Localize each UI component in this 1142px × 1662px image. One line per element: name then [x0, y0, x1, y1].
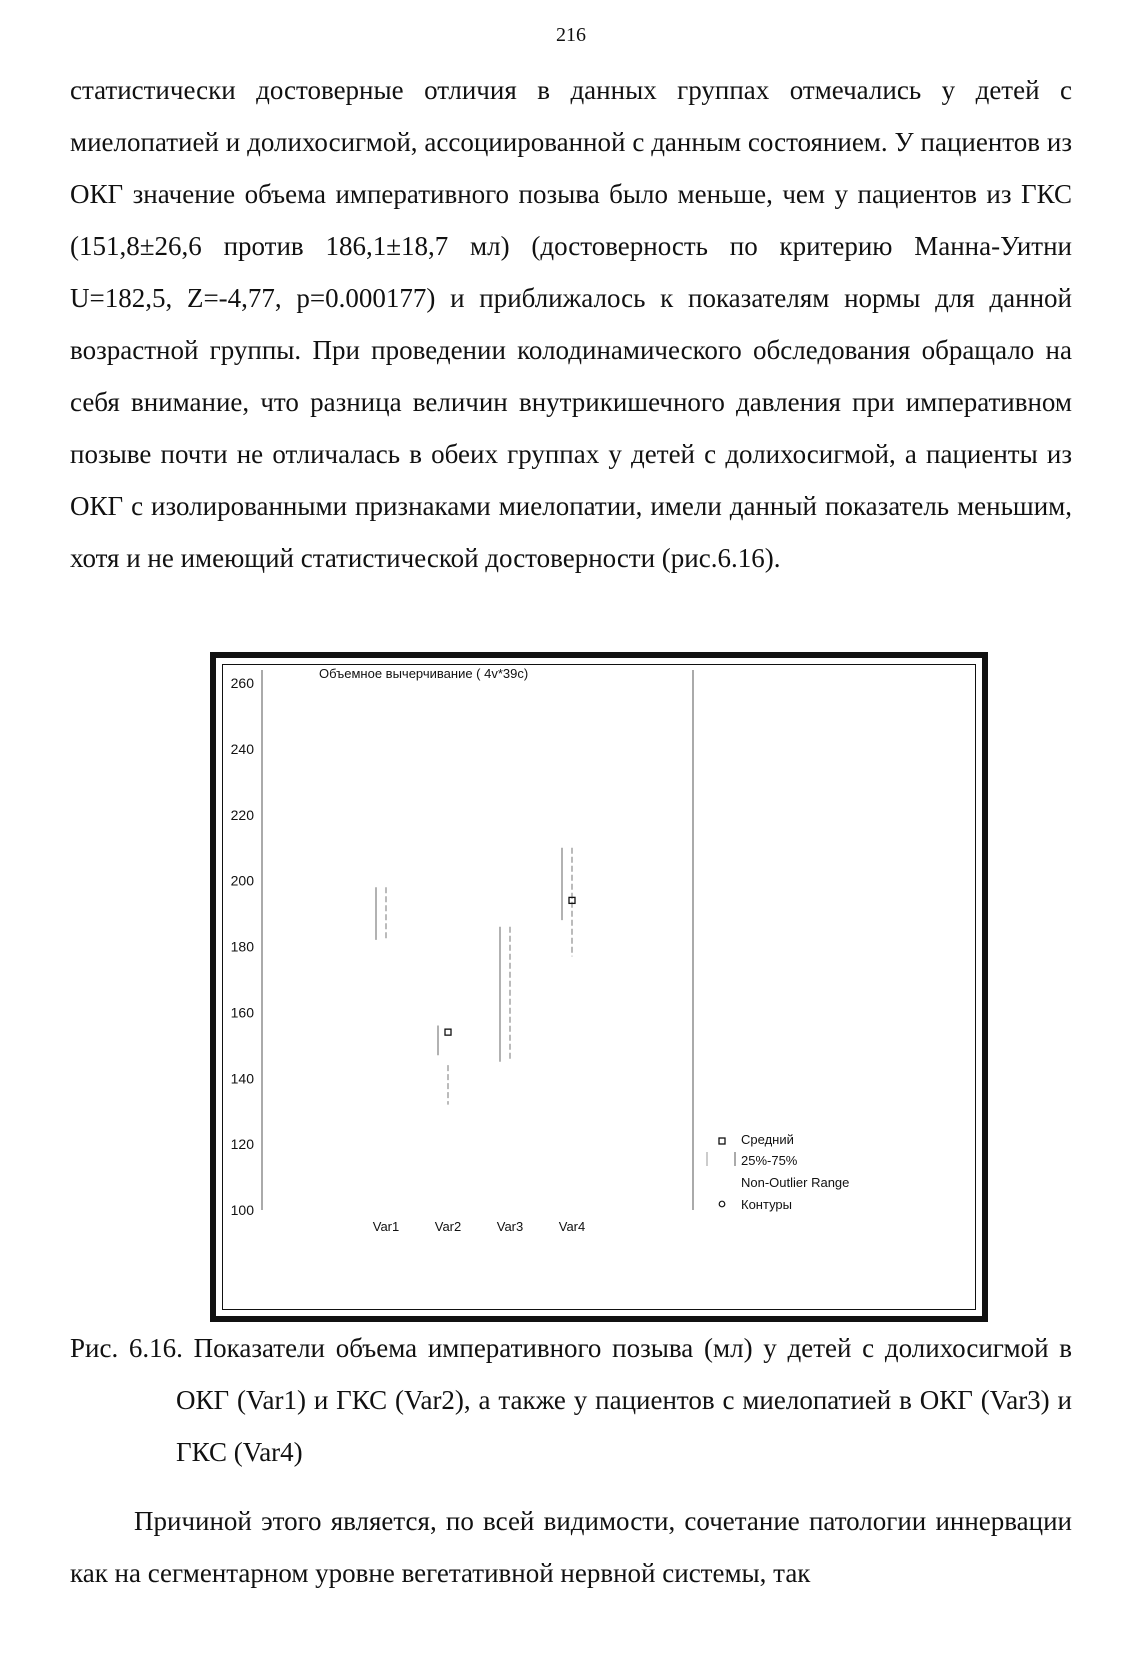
y-tick-label: 180: [230, 938, 254, 955]
y-tick-label: 220: [230, 806, 254, 823]
x-tick-labels: [373, 1219, 586, 1234]
chart-title: Объемное вычерчивание ( 4v*39c): [319, 666, 529, 681]
y-tick-label: 160: [230, 1004, 254, 1021]
legend-outlier-marker: [719, 1201, 725, 1207]
body-paragraph-1: статистически достоверные отличия в данных группах отмечались у детей с миелопатией и долихосигмой, ассоциированной с данным состоянием. У пациентов из ОКГ значение объема императивного позыва было меньше, чем у пациентов из ГКС (151,8±26,6 против 186,1±18,7 мл) (достоверность по критерию Манна-Уитни U=182,5, Z=-4,77, p=0.000177) и приближалось к показателям нормы для данной возрастной группы. При проведении колодинамического обследования обращало на себя внимание, что разница величин внутрикишечного давления при императивном позыве почти не отличалась в обеих группах у детей с долихосигмой, а пациенты из ОКГ с изолированными признаками миелопатии, имели данный показатель меньшим, хотя и не имеющий статистической достоверности (рис.6.16).: [70, 75, 1072, 573]
body-paragraph-2: Причиной этого является, по всей видимости, сочетание патологии иннервации как на сегментарном уровне вегетативной нервной системы, так: [70, 1506, 1072, 1588]
x-tick-label: Var4: [558, 1219, 586, 1234]
y-tick-label: 120: [230, 1136, 254, 1153]
figure-6-16: [210, 652, 988, 1322]
y-tick-label: 260: [230, 675, 254, 691]
y-tick-label: 200: [230, 872, 254, 889]
y-tick-label: 240: [230, 740, 254, 757]
figure-caption: Рис. 6.16. Показатели объема императивного позыва (мл) у детей с долихосигмой в ОКГ (Var1) и ГКС (Var2), а также у пациентов с миелопатией в ОКГ (Var3) и ГКС (Var4): [70, 1333, 1072, 1467]
legend-mean-marker: [719, 1138, 725, 1144]
box-plot-chart: [216, 658, 982, 1316]
x-tick-label: Var1: [372, 1219, 400, 1234]
mean-marker-var2: [445, 1029, 451, 1035]
page-number: 216: [556, 24, 586, 46]
y-tick-label: 140: [230, 1070, 254, 1087]
legend-range-label: Non-Outlier Range: [741, 1175, 850, 1190]
legend-mean-label: Средний: [741, 1132, 794, 1147]
x-tick-label: Var2: [434, 1219, 462, 1234]
legend-box-label: 25%-75%: [741, 1153, 798, 1168]
y-tick-label: 100: [230, 1202, 254, 1218]
y-tick-labels: [231, 675, 255, 1218]
chart-legend: [707, 1132, 849, 1212]
box-series: [376, 848, 575, 1105]
legend-outlier-label: Контуры: [741, 1197, 793, 1212]
x-tick-label: Var3: [496, 1219, 524, 1234]
